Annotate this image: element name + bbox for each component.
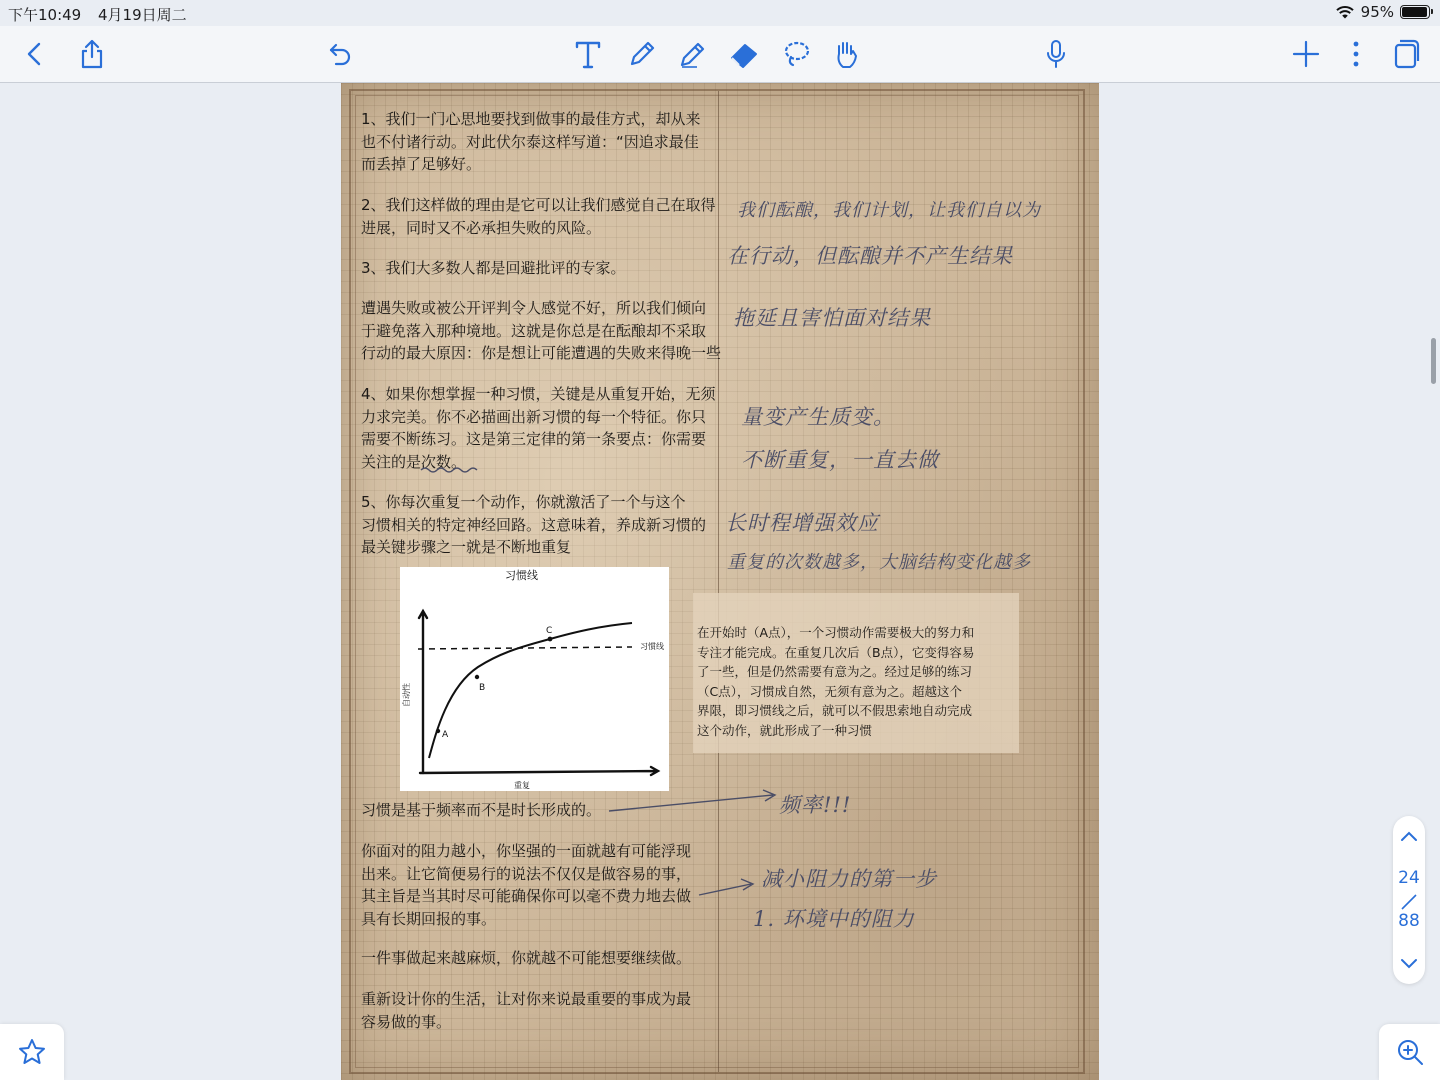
pages-icon[interactable] — [1385, 34, 1425, 74]
paragraph-8: 你面对的阻力越小，你坚强的一面就越有可能浮现 出来。让它简便易行的说法不仅仅是做容易的事， 其主旨是当其时尽可能确保你可以毫不费力地去做 具有长期回报的事。 — [361, 842, 692, 928]
text-tool-icon[interactable] — [568, 34, 608, 74]
y-axis-label: 自动性 — [402, 683, 411, 707]
handwritten-note: 拖延且害怕面对结果 — [733, 306, 931, 330]
zoom-in-icon — [1395, 1037, 1425, 1067]
point-c-label: C — [546, 626, 553, 636]
status-bar — [0, 0, 1440, 26]
handwritten-note: 重复的次数越多，大脑结构变化越多 — [727, 552, 1031, 573]
status-right — [1335, 3, 1430, 21]
x-axis-label: 重复 — [514, 781, 530, 790]
pen-icon[interactable] — [622, 34, 662, 74]
habit-chart-svg — [400, 567, 669, 791]
chart-title: 习惯线 — [505, 569, 538, 582]
handwritten-note: 我们酝酿，我们计划，让我们自以为 — [737, 200, 1041, 221]
page-separator — [1399, 892, 1419, 912]
zoom-button[interactable] — [1379, 1024, 1440, 1080]
habit-threshold-line — [418, 647, 632, 649]
wifi-icon — [1335, 4, 1355, 20]
point-a-marker — [436, 729, 440, 733]
x-axis — [420, 767, 658, 775]
handwritten-note: 1. 环境中的阻力 — [753, 907, 915, 931]
chart-explanation: 在开始时（A点），一个习惯动作需要极大的努力和 专注才能完成。在重复几次后（B点），它变得容易 了一些，但是仍然需要有意为之。经过足够的练习 （C点），习惯成自然，无须有意为之。超越这个 界限，即习惯线之后，就可以不假思索地自动完成 这个动作，就此形成了一种习惯 — [693, 593, 1019, 753]
handwritten-note: 不断重复，一直去做 — [741, 448, 939, 472]
chevron-up-icon[interactable] — [1399, 826, 1419, 846]
handwritten-note: 长时程增强效应 — [725, 511, 879, 535]
status-date: 4月19日周二 — [98, 6, 187, 24]
point-b-label: B — [479, 683, 486, 693]
lasso-icon[interactable] — [776, 34, 816, 74]
automaticity-curve — [429, 623, 632, 758]
battery-icon — [1400, 5, 1430, 19]
paragraph-1: 1、我们一门心思地要找到做事的最佳方式，却从来 也不付诸行动。对此伏尔泰这样写道：“因追求最佳 而丢掉了足够好。 — [361, 110, 701, 173]
habit-line-chart — [400, 567, 669, 791]
handwritten-note: 在行动，但酝酿并不产生结果 — [727, 244, 1013, 268]
handwritten-note: 量变产生质变。 — [741, 405, 895, 429]
page-navigator — [1393, 816, 1425, 984]
status-time: 下午10:49 — [8, 6, 82, 24]
point-c-marker — [548, 637, 553, 642]
handwritten-note: 减小阻力的第一步 — [761, 867, 937, 891]
paragraph-10: 重新设计你的生活，让对你来说最重要的事成为最 容易做的事。 — [361, 990, 692, 1031]
hand-icon[interactable] — [826, 34, 866, 74]
paragraph-2: 2、我们这样做的理由是它可以让我们感觉自己在取得 进展，同时又不必承担失败的风险。 — [361, 196, 716, 237]
paragraph-6: 5、你每次重复一个动作，你就激活了一个与这个 习惯相关的特定神经回路。这意味着，养成新习惯的 最关键步骤之一就是不断地重复 — [361, 493, 707, 556]
point-a-label: A — [442, 730, 449, 740]
current-page: 24 — [1398, 868, 1420, 888]
notebook-page[interactable] — [341, 83, 1099, 1080]
paragraph-3: 3、我们大多数人都是回避批评的专家。 — [361, 259, 626, 277]
pencil-icon[interactable] — [673, 34, 713, 74]
more-icon[interactable] — [1336, 34, 1376, 74]
back-icon[interactable] — [14, 34, 54, 74]
eraser-icon[interactable] — [724, 34, 764, 74]
paragraph-4: 遭遇失败或被公开评判令人感觉不好，所以我们倾向 于避免落入那种境地。这就是你总是在酝酿却不采取 行动的最大原因：你是想让可能遭遇的失败来得晚一些 — [361, 299, 722, 362]
add-page-icon[interactable] — [1286, 34, 1326, 74]
paragraph-9: 一件事做起来越麻烦，你就越不可能想要继续做。 — [361, 949, 692, 967]
notes-toolbar — [0, 26, 1440, 83]
chevron-down-icon[interactable] — [1399, 954, 1419, 974]
star-icon — [17, 1037, 47, 1067]
battery-percent: 95% — [1360, 3, 1394, 21]
scroll-indicator[interactable] — [1431, 338, 1436, 384]
microphone-icon[interactable] — [1036, 34, 1076, 74]
paragraph-7: 习惯是基于频率而不是时长形成的。 — [361, 801, 602, 819]
handwritten-note: 频率!!! — [779, 793, 852, 817]
threshold-label: 习惯线 — [640, 642, 664, 651]
y-axis — [419, 611, 427, 773]
share-icon[interactable] — [72, 34, 112, 74]
undo-icon[interactable] — [320, 34, 360, 74]
total-pages: 88 — [1398, 911, 1420, 931]
paragraph-5: 4、如果你想掌握一种习惯，关键是从重复开始，无须 力求完美。你不必描画出新习惯的每一个特征。你只 需要不断练习。这是第三定律的第一条要点：你需要 关注的是次数。 — [361, 385, 716, 471]
column-divider — [718, 91, 719, 1072]
point-b-marker — [475, 675, 479, 679]
favorite-button[interactable] — [0, 1024, 64, 1080]
